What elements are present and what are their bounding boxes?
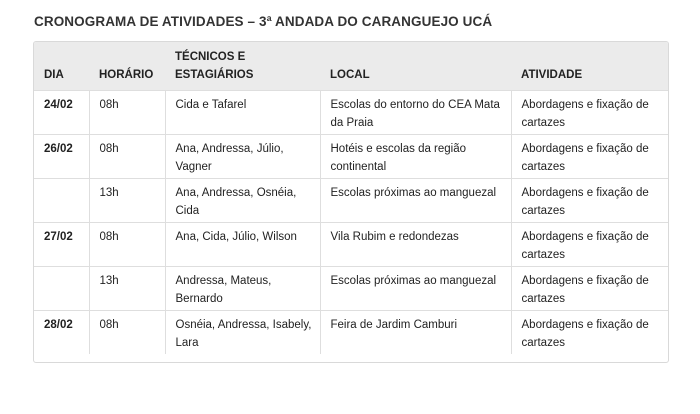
header-horario: HORÁRIO (99, 68, 154, 81)
cell-dia: 24/02 (34, 90, 89, 134)
cell-horario: 08h (89, 310, 165, 354)
table-row (34, 310, 668, 354)
header-tecnicos-line1: TÉCNICOS E (175, 50, 246, 63)
cell-local: Escolas próximas ao manguezal (320, 266, 511, 310)
cell-local: Escolas próximas ao manguezal (320, 178, 511, 222)
cell-local: Escolas do entorno do CEA Mata da Praia (320, 90, 511, 134)
table-header-row (34, 42, 668, 90)
header-tecnicos (165, 42, 320, 90)
table-row (34, 134, 668, 178)
header-local: LOCAL (330, 68, 370, 81)
cell-local: Vila Rubim e redondezas (320, 222, 511, 266)
cell-tecnicos: Ana, Andressa, Osnéia, Cida (165, 178, 320, 222)
table-row (34, 178, 668, 222)
table-bottom-padding (34, 354, 668, 362)
cell-dia: 26/02 (34, 134, 89, 178)
cell-local: Feira de Jardim Camburi (320, 310, 511, 354)
cell-tecnicos: Osnéia, Andressa, Isabely, Lara (165, 310, 320, 354)
cell-dia: 27/02 (34, 222, 89, 266)
cell-atividade: Abordagens e fixação de cartazes (511, 266, 668, 310)
schedule-table (34, 42, 668, 354)
cell-tecnicos: Ana, Cida, Júlio, Wilson (165, 222, 320, 266)
cell-tecnicos: Ana, Andressa, Júlio, Vagner (165, 134, 320, 178)
cell-local: Hotéis e escolas da região continental (320, 134, 511, 178)
cell-horario: 08h (89, 222, 165, 266)
document-title: CRONOGRAMA DE ATIVIDADES – 3ª ANDADA DO CARANGUEJO UCÁ (34, 14, 493, 29)
cell-atividade: Abordagens e fixação de cartazes (511, 310, 668, 354)
header-atividade: ATIVIDADE (521, 68, 583, 81)
cell-dia: 28/02 (34, 310, 89, 354)
cell-horario: 13h (89, 178, 165, 222)
header-dia: DIA (44, 68, 64, 81)
cell-tecnicos: Andressa, Mateus, Bernardo (165, 266, 320, 310)
header-tecnicos-line2: ESTAGIÁRIOS (175, 68, 254, 81)
cell-horario: 13h (89, 266, 165, 310)
cell-dia (34, 266, 89, 310)
cell-atividade: Abordagens e fixação de cartazes (511, 178, 668, 222)
cell-atividade: Abordagens e fixação de cartazes (511, 222, 668, 266)
table-row (34, 266, 668, 310)
cell-horario: 08h (89, 134, 165, 178)
cell-atividade: Abordagens e fixação de cartazes (511, 134, 668, 178)
table-row (34, 222, 668, 266)
cell-horario: 08h (89, 90, 165, 134)
cell-tecnicos: Cida e Tafarel (165, 90, 320, 134)
table-row (34, 90, 668, 134)
cell-atividade: Abordagens e fixação de cartazes (511, 90, 668, 134)
cell-dia (34, 178, 89, 222)
schedule-table-container (33, 41, 669, 363)
